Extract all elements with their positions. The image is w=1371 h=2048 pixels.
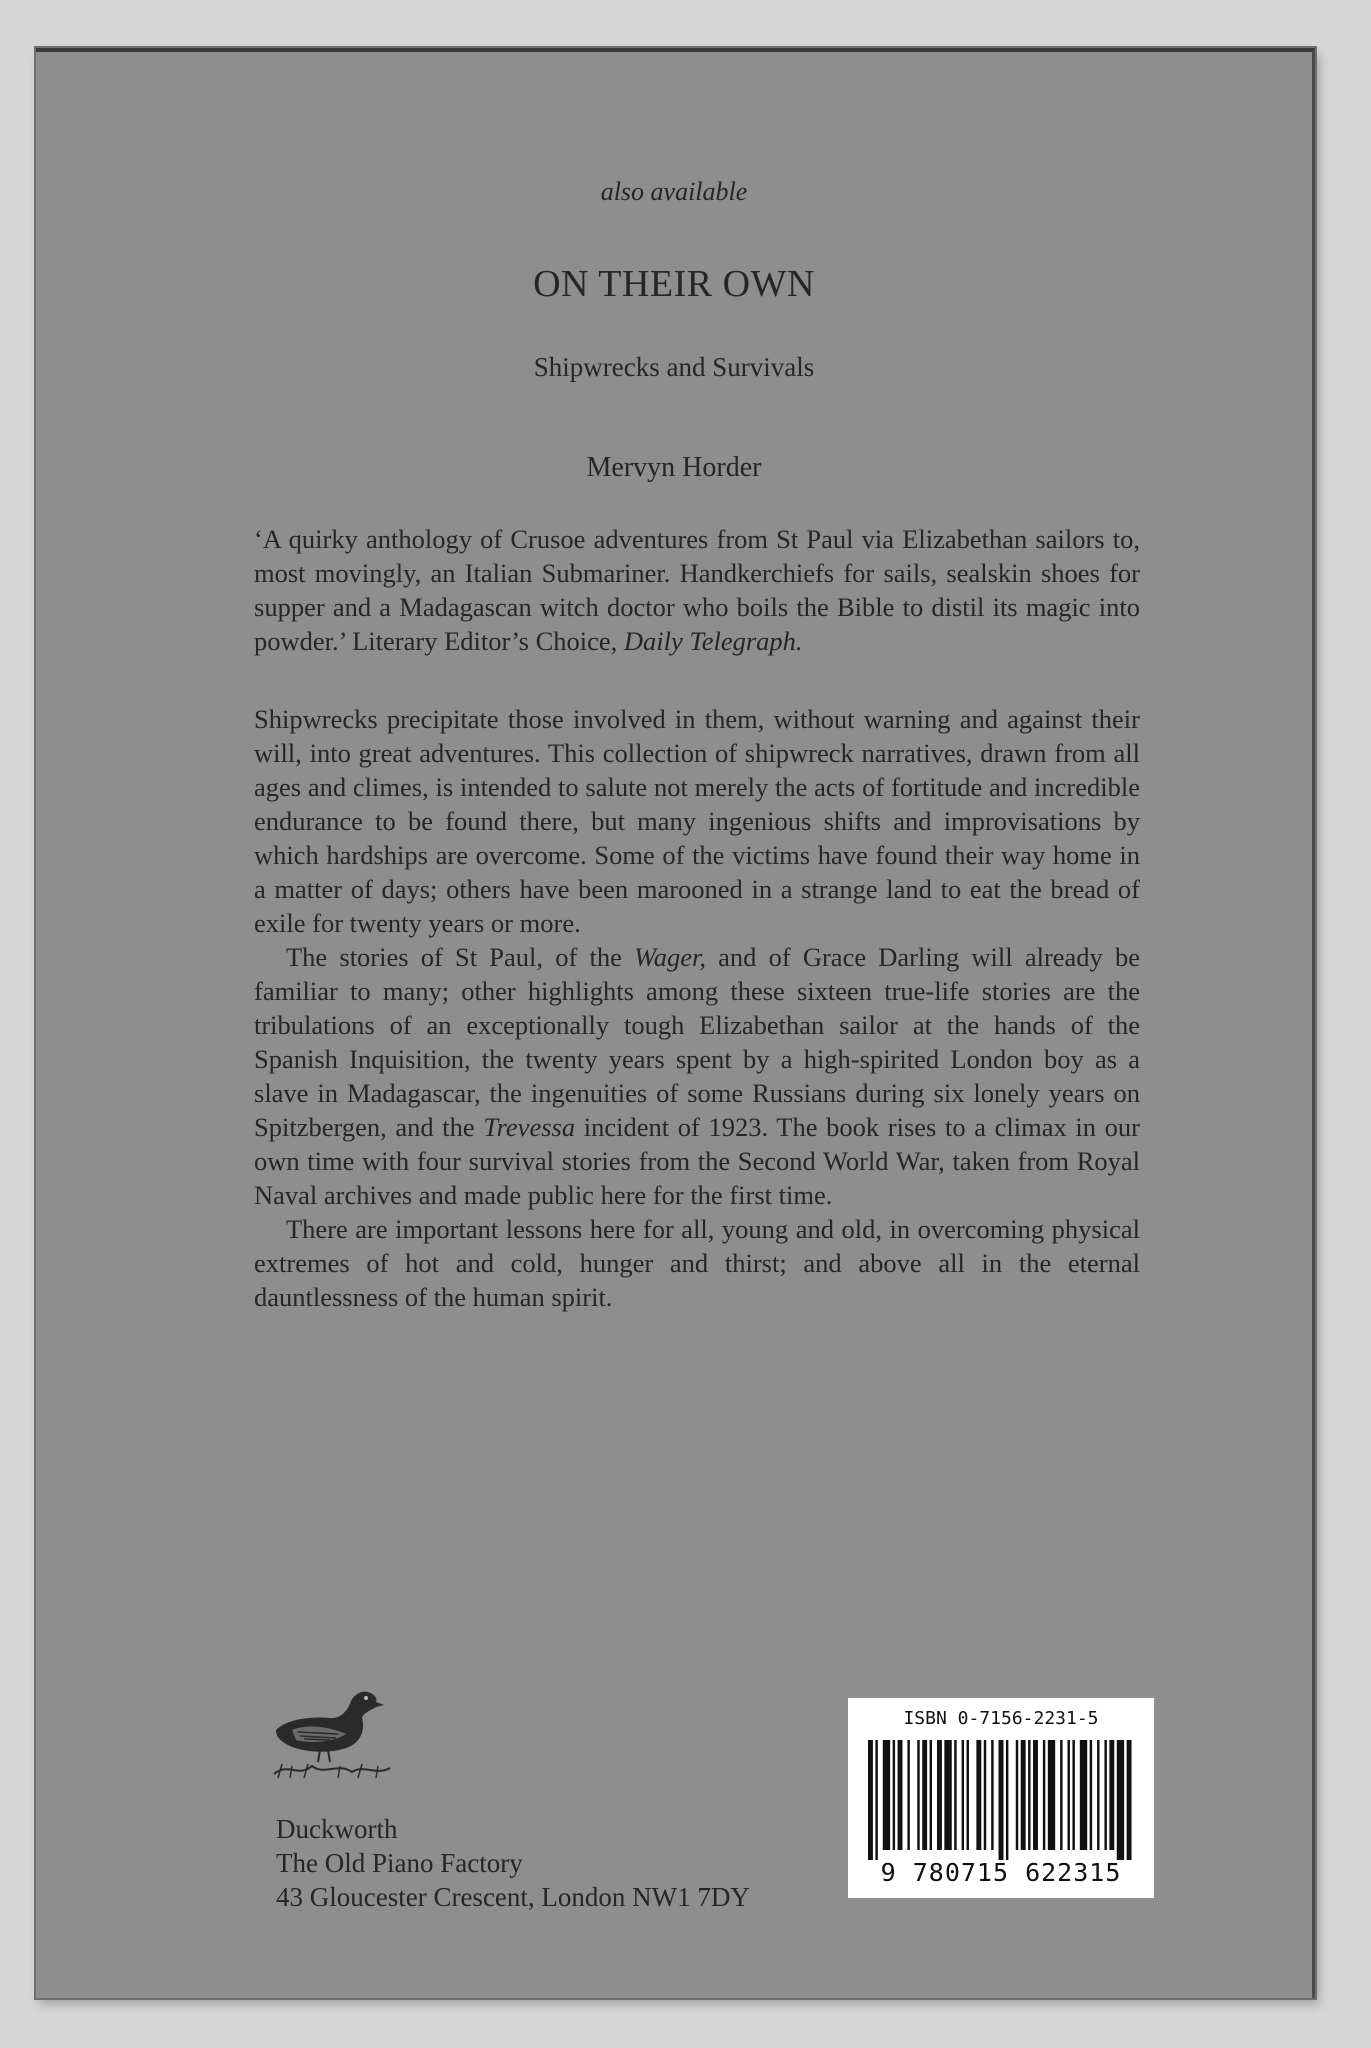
barcode-bar <box>984 1740 986 1850</box>
barcode-bar <box>917 1740 919 1850</box>
desc2-part-b: and of Grace Darling will already be familiar to many; other highlights among these sixteen true-life stories are the tribulations of an exceptionally tough Elizabethan sailor at the hands of the Spanish Inquisition, the twenty years spent by a high-spirited London boy as a slave in Madagascar, the ingenuities of some Russians during six lonely years on Spitzbergen, and the <box>254 942 1140 1142</box>
barcode-bar <box>1006 1740 1008 1860</box>
book-subtitle: Shipwrecks and Survivals <box>533 352 815 382</box>
barcode-bar <box>991 1740 993 1850</box>
barcode-bar <box>1090 1740 1092 1850</box>
barcode-bar <box>1028 1740 1030 1850</box>
barcode-bar <box>893 1740 895 1850</box>
barcode-bar <box>930 1740 932 1850</box>
barcode-bar <box>883 1740 890 1850</box>
barcode-bar <box>1127 1740 1132 1860</box>
desc2-wager: Wager, <box>634 942 706 972</box>
book-title: ON THEIR OWN <box>533 263 815 305</box>
ean-digits: 9 780715 622315 <box>880 1858 1122 1887</box>
barcode-bar <box>868 1740 873 1860</box>
desc2-part-c: incident of 1923. The book rises to a climax in our own time with four survival stories from the Second World War, taken from Royal Naval archives and made public here for the first time. <box>254 1112 1141 1210</box>
isbn-number: ISBN 0-7156-2231-5 <box>903 1708 1099 1729</box>
also-available-label: also available <box>600 177 748 206</box>
barcode-bar <box>967 1740 969 1850</box>
description-paragraph-2 <box>254 940 1140 1212</box>
review-quote <box>254 522 1140 658</box>
review-source: Daily Telegraph. <box>623 626 803 656</box>
publisher-name: Duckworth <box>276 1814 398 1844</box>
review-quote-text: ‘A quirky anthology of Crusoe adventures from St Paul via Elizabethan sailors to, most movingly, an Italian Submariner. Handkerchiefs for sails, sealskin shoes for supper and a Madagascan witch doctor who boils the Bible to distil its magic into powder.’ Literary Editor’s Choice, <box>254 524 1140 656</box>
description-paragraph-3: There are important lessons here for all, young and old, in overcoming physical extremes of hot and cold, hunger and thirst; and above all in the eternal dauntlessness of the human spirit. <box>254 1214 1140 1312</box>
barcode-bar <box>1043 1740 1045 1850</box>
barcode-bar <box>1109 1740 1114 1850</box>
book-author: Mervyn Horder <box>586 452 762 483</box>
barcode-bar <box>954 1740 956 1850</box>
barcode-bar <box>1016 1740 1018 1850</box>
barcode-bar <box>1117 1740 1124 1860</box>
barcode-bar <box>944 1740 951 1850</box>
barcode-bar <box>1072 1740 1074 1850</box>
publisher-address-line-1: The Old Piano Factory <box>276 1848 523 1878</box>
barcode-bar <box>898 1740 903 1850</box>
description-paragraph-1: Shipwrecks precipitate those involved in them, without warning and against their will, into great adventures. This collection of shipwreck narratives, drawn from all ages and climes, is intended to salute not merely the acts of fortitude and incredible endurance to be found there, but many ingenious shifts and improvisations by which hardships are overcome. Some of the victims have found their way home in a matter of days; others have been marooned in a strange land to eat the bread of exile for twenty years or more. <box>254 704 1140 938</box>
barcode-bar <box>999 1740 1004 1860</box>
barcode-bar <box>937 1740 942 1850</box>
barcode-bars <box>868 1740 1134 1860</box>
barcode-bar <box>922 1740 927 1850</box>
book-back-cover <box>36 48 1315 1998</box>
desc2-trevessa: Trevessa <box>483 1112 576 1142</box>
duck-logo-icon <box>268 1682 398 1782</box>
barcode-bar <box>875 1740 877 1860</box>
barcode-bar <box>1080 1740 1087 1850</box>
barcode-bar <box>1048 1740 1055 1850</box>
publisher-address <box>276 1812 750 1914</box>
barcode-bar <box>1060 1740 1062 1850</box>
barcode-bar <box>962 1740 964 1850</box>
barcode-bar <box>1068 1740 1070 1850</box>
barcode-bar <box>1033 1740 1038 1850</box>
publisher-address-line-2: 43 Gloucester Crescent, London NW1 7DY <box>276 1882 750 1912</box>
barcode-label <box>848 1698 1154 1898</box>
barcode-bar <box>1097 1740 1099 1850</box>
desc2-part-a: The stories of St Paul, of the <box>286 942 635 972</box>
barcode-bar <box>907 1740 909 1850</box>
barcode-bar <box>976 1740 981 1850</box>
barcode-bar <box>1021 1740 1026 1850</box>
barcode-bar <box>1104 1740 1106 1850</box>
